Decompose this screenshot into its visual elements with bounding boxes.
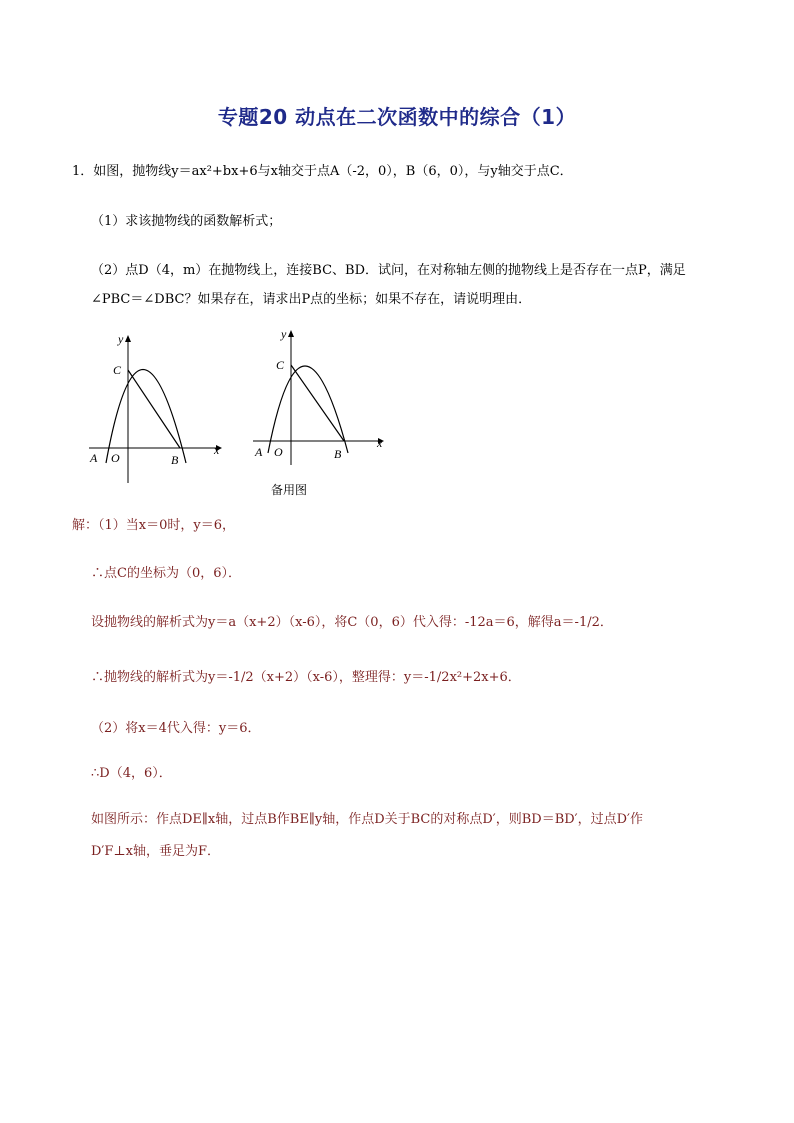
figure-caption: 备用图 bbox=[271, 483, 308, 497]
solution-line-4: ∴抛物线的解析式为y＝-1/2（x+2）（x-6），整理得：y＝-1/2x²+2x+6． bbox=[91, 670, 521, 685]
y-axis-label: y bbox=[281, 327, 287, 341]
origin-label: O bbox=[274, 445, 283, 459]
solution-line-5: （2）将x＝4代入得：y＝6． bbox=[91, 721, 261, 736]
parabola-figure-main bbox=[84, 328, 224, 488]
solution-line-6: ∴D（4，6）． bbox=[91, 766, 172, 781]
point-b-label: B bbox=[171, 453, 179, 467]
point-c-label: C bbox=[276, 358, 285, 372]
problem-part-2-line-2: ∠PBC＝∠DBC？如果存在，请求出P点的坐标；如果不存在，请说明理由． bbox=[91, 292, 532, 307]
solution-line-3: 设抛物线的解析式为y＝a（x+2）（x-6），将C（0，6）代入得：-12a＝6，解得a＝-1/2． bbox=[91, 615, 613, 630]
solution-line-1: 解：（1）当x＝0时，y＝6， bbox=[72, 518, 235, 533]
point-b-label: B bbox=[334, 447, 342, 461]
point-c-label: C bbox=[113, 363, 122, 377]
point-a-label: A bbox=[90, 451, 98, 465]
solution-line-8: D′F⊥x轴，垂足为F． bbox=[91, 844, 220, 859]
parabola-figure-spare bbox=[248, 323, 390, 471]
problem-part-2-line-1: （2）点D（4，m）在抛物线上，连接BC、BD．试问，在对称轴左侧的抛物线上是否存在一点P，满足 bbox=[91, 263, 686, 278]
origin-label: O bbox=[111, 451, 120, 465]
x-axis-label: x bbox=[377, 436, 383, 450]
solution-line-7: 如图所示：作点DE∥x轴，过点B作BE∥y轴，作点D关于BC的对称点D′，则BD＝BD′，过点D′作 bbox=[91, 812, 644, 827]
problem-part-1: （1）求该抛物线的函数解析式； bbox=[91, 214, 282, 229]
solution-line-2: ∴点C的坐标为（0，6）． bbox=[91, 566, 241, 581]
page-title: 专题20 动点在二次函数中的综合（1） bbox=[217, 105, 577, 129]
x-axis-label: x bbox=[214, 443, 220, 457]
y-axis-label: y bbox=[118, 332, 124, 346]
point-a-label: A bbox=[255, 445, 263, 459]
problem-statement: 1．如图，抛物线y＝ax²+bx+6与x轴交于点A（-2，0），B（6，0），与y轴交于点C． bbox=[72, 164, 573, 179]
